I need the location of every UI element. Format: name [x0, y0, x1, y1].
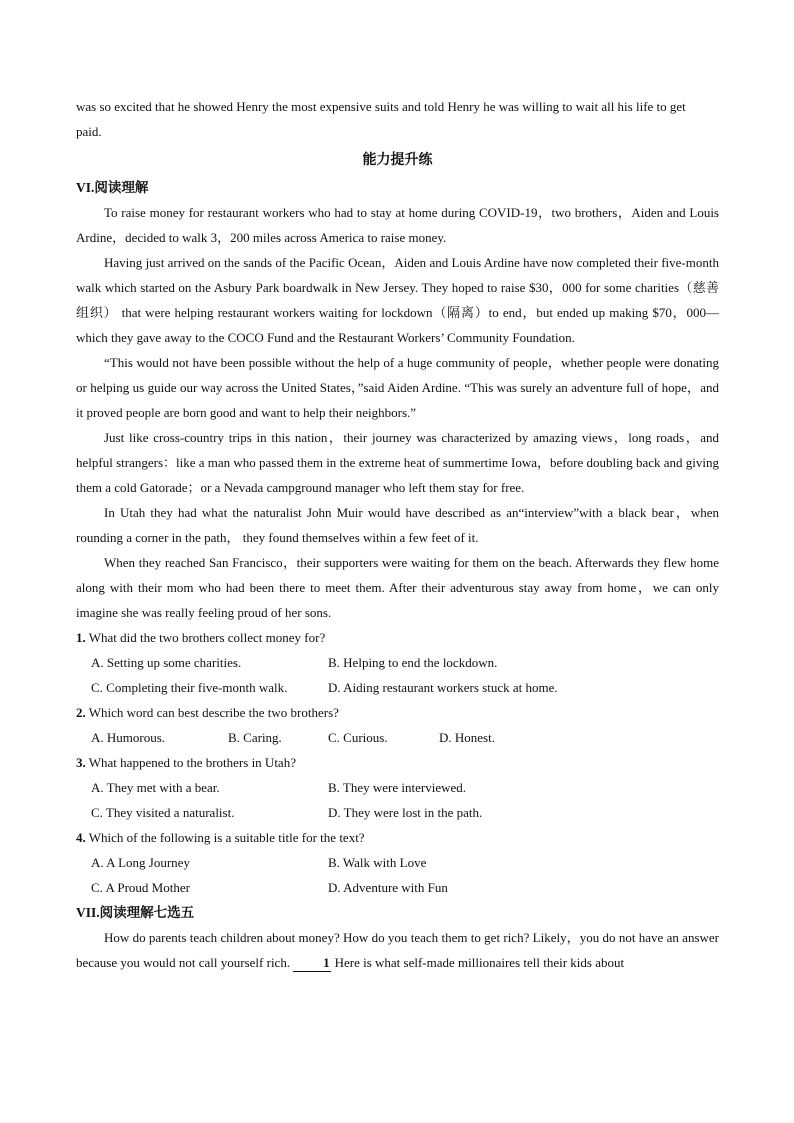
options-row	[76, 875, 719, 900]
section-heading-reading: VI.阅读理解	[76, 180, 149, 195]
question-2	[76, 700, 719, 725]
question-number: 1.	[76, 630, 86, 645]
option-a[interactable]: A. Humorous.	[91, 730, 166, 745]
passage-paragraph: “This would not have been possible without the help of a huge community of people，whether people were donating or helping us guide our way across the United States，”said Aiden Ardine. “This was surely an adventure full of hope，and it proved people are born good and want to help their neighbors.”	[76, 355, 719, 420]
question-4	[76, 825, 719, 850]
question-3	[76, 750, 719, 775]
passage-paragraph: Just like cross-country trips in this nation，their journey was characterized by amazing views，long roads，and helpful strangers：like a man who passed them in the extreme heat of summertime Iowa，before doubling back and giving them a cold Gatorade；or a Nevada campground manager who left them stay for free.	[76, 430, 719, 495]
question-number: 4.	[76, 830, 86, 845]
options-row	[76, 800, 719, 825]
question-text: What did the two brothers collect money for?	[88, 630, 326, 645]
question-number: 2.	[76, 705, 86, 720]
passage-paragraph: When they reached San Francisco，their supporters were waiting for them on the beach. Afterwards they flew home along with their mom who had been there to meet them. After their adventurous stay away from home，we can only imagine she was really feeling proud of her sons.	[76, 555, 719, 620]
option-d[interactable]: D. Honest.	[439, 730, 495, 745]
option-a[interactable]: A. They met with a bear.	[91, 780, 220, 795]
passage-paragraph: In Utah they had what the naturalist John Muir would have described as an“interview”with a black bear，when rounding a corner in the path， they found themselves within a few feet of it.	[76, 505, 719, 545]
options-row	[76, 650, 719, 675]
intro-tail-line1: was so excited that he showed Henry the most expensive suits and told Henry he was willing to wait all his life to get	[76, 99, 686, 114]
question-number: 3.	[76, 755, 86, 770]
option-b[interactable]: B. They were interviewed.	[328, 780, 467, 795]
options-row	[76, 850, 719, 875]
blank-1[interactable]: 1	[293, 955, 331, 972]
option-b[interactable]: B. Walk with Love	[328, 855, 427, 870]
options-row	[76, 675, 719, 700]
page-title: 能力提升练	[362, 153, 433, 168]
passage-text-before-blank: How do parents teach children about money? How do you teach them to get rich? Likely，you do not have an answer because you would not call yourself rich.	[76, 930, 719, 970]
question-text: What happened to the brothers in Utah?	[88, 755, 296, 770]
intro-tail-paragraph	[76, 94, 719, 144]
question-text: Which of the following is a suitable title for the text?	[88, 830, 365, 845]
passage-paragraph: Having just arrived on the sands of the Pacific Ocean，Aiden and Louis Ardine have now completed their five-month walk which started on the Asbury Park boardwalk in New Jersey. They hoped to raise $30，000 for some charities（慈善组织） that were helping restaurant workers waiting for lockdown（隔离）to end，but ended up making $70，000—which they gave away to the COCO Fund and the Restaurant Workers’ Community Foundation.	[76, 255, 719, 345]
passage-paragraph-seven	[76, 925, 719, 975]
passage-paragraph: To raise money for restaurant workers who had to stay at home during COVID-19，two brothers，Aiden and Louis Ardine，decided to walk 3，200 miles across America to raise money.	[76, 205, 719, 245]
option-c[interactable]: C. Completing their five-month walk.	[91, 680, 288, 695]
passage-text-after-blank: Here is what self-made millionaires tell their kids about	[331, 955, 625, 970]
option-b[interactable]: B. Helping to end the lockdown.	[328, 655, 498, 670]
question-text: Which word can best describe the two brothers?	[88, 705, 339, 720]
option-c[interactable]: C. They visited a naturalist.	[91, 805, 235, 820]
option-a[interactable]: A. A Long Journey	[91, 855, 190, 870]
option-c[interactable]: C. Curious.	[328, 730, 388, 745]
option-c[interactable]: C. A Proud Mother	[91, 880, 190, 895]
option-d[interactable]: D. Adventure with Fun	[328, 880, 448, 895]
options-row	[76, 725, 719, 750]
document-page	[76, 94, 719, 975]
intro-tail-line2: paid.	[76, 124, 102, 139]
option-a[interactable]: A. Setting up some charities.	[91, 655, 242, 670]
option-d[interactable]: D. Aiding restaurant workers stuck at home.	[328, 680, 558, 695]
options-row	[76, 775, 719, 800]
section-heading-seven-choose-five: VII.阅读理解七选五	[76, 905, 195, 920]
question-1	[76, 625, 719, 650]
option-b[interactable]: B. Caring.	[228, 730, 282, 745]
option-d[interactable]: D. They were lost in the path.	[328, 805, 483, 820]
